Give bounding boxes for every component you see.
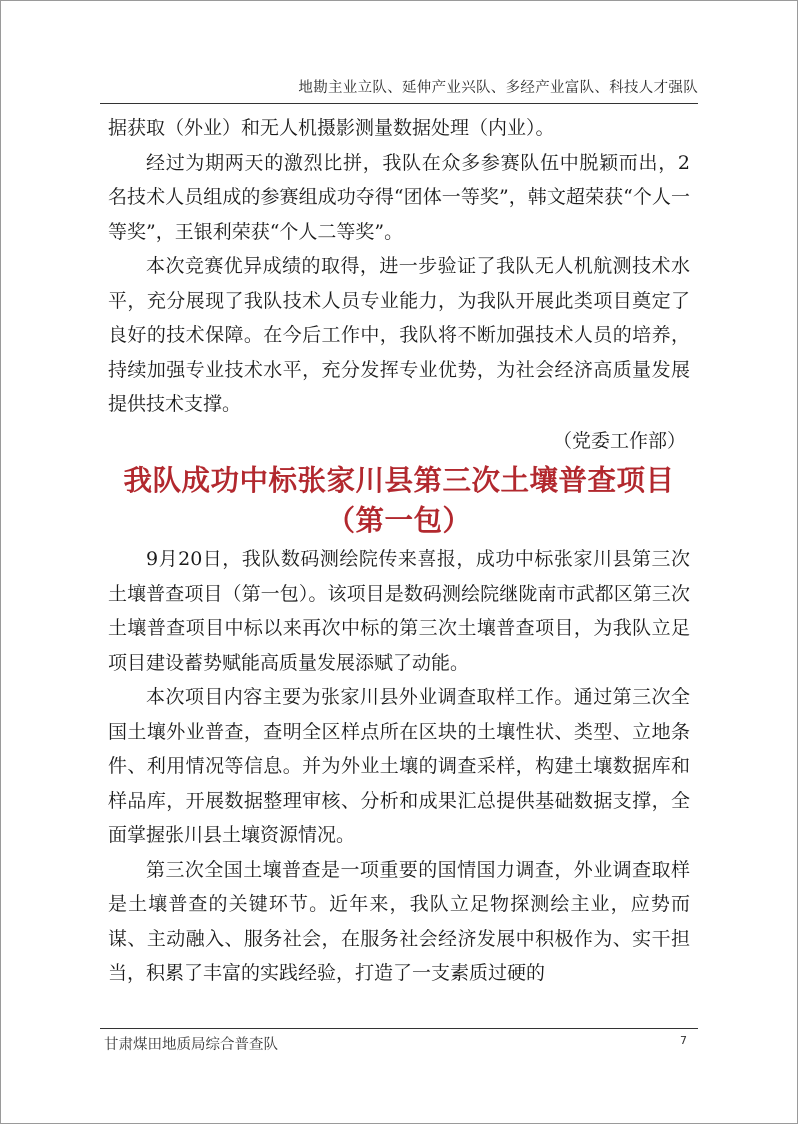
paragraph: 经过为期两天的激烈比拼，我队在众多参赛队伍中脱颖而出，2名技术人员组成的参赛组成功夺得“团体一等奖”，韩文超荣获“个人一等奖”，王银利荣获“个人二等奖”。 [108, 151, 690, 243]
header-divider [100, 103, 698, 104]
paragraph: 本次项目内容主要为张家川县外业调查取样工作。通过第三次全国土壤外业普查，查明全区样点所在区块的土壤性状、类型、立地条件、利用情况等信息。并为外业土壤的调查采样，构建土壤数据库和样品库，开展数据整理审核、分析和成果汇总提供基础数据支撑，全面掌握张川县土壤资源情况。 [108, 686, 690, 846]
paragraph: 本次竞赛优异成绩的取得，进一步验证了我队无人机航测技术水平，充分展现了我队技术人员专业能力，为我队开展此类项目奠定了良好的技术保障。在今后工作中，我队将不断加强技术人员的培养，持续加强专业技术水平，充分发挥专业优势，为社会经济高质量发展提供技术支撑。 [108, 255, 690, 415]
article-title: 我队成功中标张家川县第三次土壤普查项目 [123, 463, 675, 497]
article-competition-continued [108, 111, 690, 458]
paragraph: 据获取（外业）和无人机摄影测量数据处理（内业）。 [108, 117, 555, 139]
article-title-subline: （第一包） [326, 503, 472, 537]
page-content [108, 111, 690, 991]
footer-divider [100, 1028, 698, 1029]
page-number: 7 [680, 1034, 687, 1047]
running-header: 地勘主业立队、延伸产业兴队、多经产业富队、科技人才强队 [298, 80, 698, 96]
footer-organization: 甘肃煤田地质局综合普查队 [104, 1037, 278, 1053]
paragraph: 第三次全国土壤普查是一项重要的国情国力调查，外业调查取样是土壤普查的关键环节。近年来，我队立足物探测绘主业，应势而谋、主动融入、服务社会，在服务社会经济发展中积极作为、实干担当，积累了丰富的实践经验，打造了一支素质过硬的 [108, 858, 690, 984]
article-soil-survey [108, 460, 690, 991]
department-signature: （党委工作部） [552, 429, 686, 452]
paragraph: 9月20日，我队数码测绘院传来喜报，成功中标张家川县第三次土壤普查项目（第一包）。该项目是数码测绘院继陇南市武都区第三次土壤普查项目中标以来再次中标的第三次土壤普查项目，为我队立足项目建设蓄势赋能高质量发展添赋了动能。 [108, 548, 690, 674]
